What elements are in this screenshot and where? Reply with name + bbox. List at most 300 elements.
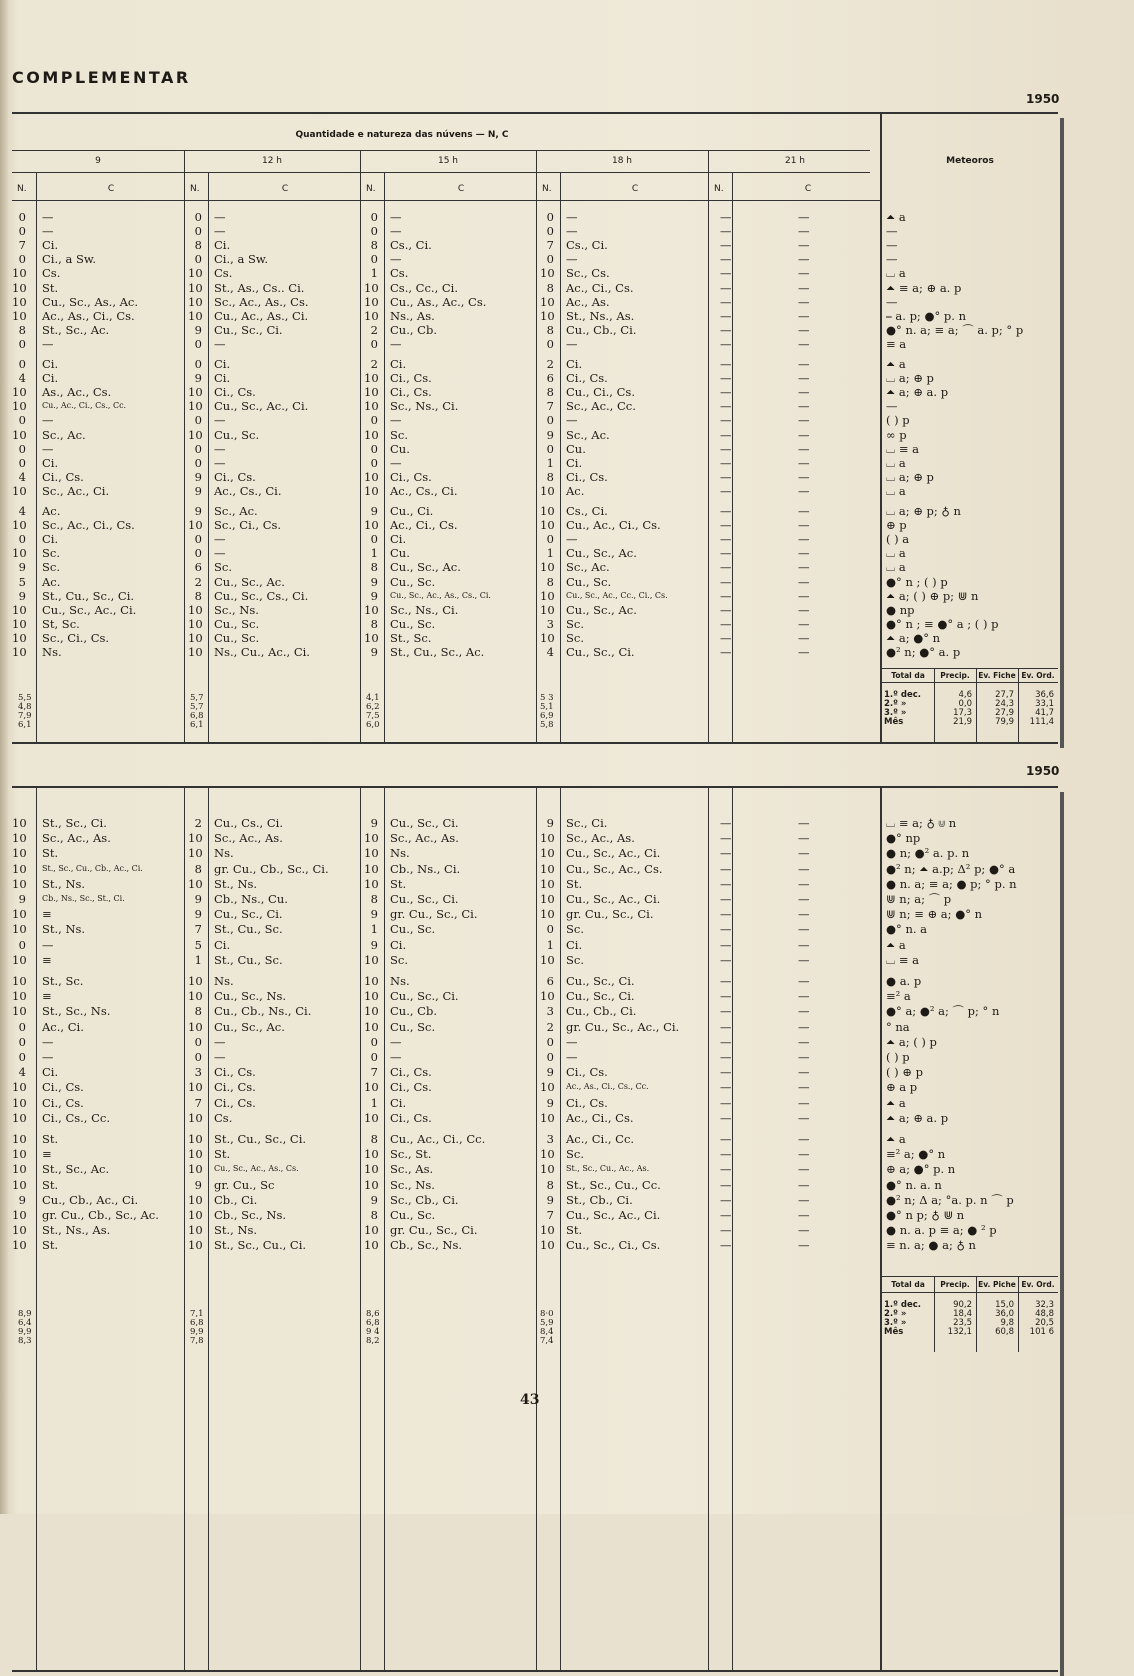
meteoros-entry: ⋓ n; a; ⌒ p: [886, 892, 952, 906]
cloud-amount: 1: [194, 952, 202, 967]
cloud-amount: 1: [370, 546, 378, 561]
table-row: [12, 1020, 882, 1034]
cell-dash: —: [798, 238, 810, 253]
meteoros-entry: ⏶ a; ⊕ a. p: [886, 1110, 949, 1125]
totals-header: Ev. Fiche: [978, 671, 1016, 680]
table-row: [12, 862, 882, 876]
cell-dash: —: [798, 399, 810, 414]
meteoros-header: Meteoros: [946, 156, 994, 166]
meteoros-entry: ⊕ a; ●° p. n: [886, 1162, 956, 1177]
cell-dash: —: [720, 816, 732, 830]
cell-dash: —: [720, 560, 732, 575]
cell-dash: —: [798, 518, 810, 533]
cloud-amount: 8: [370, 238, 378, 253]
cloud-type: St., Cb., Ci.: [566, 1192, 633, 1207]
cloud-type: Ci., Cs.: [390, 469, 432, 484]
cloud-amount: 10: [540, 588, 555, 603]
cloud-amount: 9: [546, 816, 554, 830]
average-value: 5 3: [540, 693, 554, 703]
cloud-amount: 10: [12, 518, 27, 533]
totals-cell: 32,3: [1035, 1300, 1054, 1310]
cloud-type: Cu., Sc., Ac., Ci.: [566, 892, 661, 906]
cloud-amount: 8: [546, 385, 554, 400]
cloud-type: Sc., Ac., As.: [566, 831, 635, 846]
cloud-amount: 0: [194, 336, 202, 351]
meteoros-entry: ●² n; ⏶ a.p; Δ² p; ●° a: [886, 861, 1016, 876]
section-title: COMPLEMENTAR: [12, 68, 191, 87]
cloud-type: St, Sc.: [42, 616, 80, 631]
cloud-amount: 10: [12, 483, 27, 498]
totals-cell: Mês: [884, 717, 904, 727]
cloud-amount: 10: [12, 385, 27, 400]
table-row: [12, 1223, 882, 1237]
meteoros-entry: ●° np: [886, 831, 921, 846]
cloud-amount: 10: [12, 1238, 27, 1253]
cell-dash: —: [798, 469, 810, 484]
cloud-type: Sc., Ac., As.: [390, 831, 459, 846]
cloud-amount: 10: [12, 602, 27, 617]
cloud-type: Ns.: [390, 846, 410, 861]
cloud-amount: 10: [540, 952, 555, 967]
meteoros-entry: ⏶ a: [886, 210, 906, 224]
meteoros-entry: —: [886, 294, 898, 309]
cell-dash: —: [720, 336, 732, 351]
cloud-type: St., Sc., Ci.: [42, 816, 107, 830]
cell-dash: —: [720, 399, 732, 414]
cell-dash: —: [720, 861, 732, 876]
page-binding-edge: [0, 0, 8, 1514]
cloud-amount: 10: [364, 385, 379, 400]
cell-dash: —: [798, 1080, 810, 1095]
cloud-amount: 0: [194, 210, 202, 224]
table-row: [12, 1050, 882, 1064]
cloud-type: Ci., Cs.: [566, 469, 608, 484]
cloud-amount: 9: [546, 1192, 554, 1207]
cloud-amount: 10: [12, 1004, 27, 1019]
cell-dash: —: [720, 546, 732, 561]
cloud-amount: 10: [364, 518, 379, 533]
top-cloud-table: [12, 112, 1058, 744]
cloud-amount: 9: [546, 1095, 554, 1110]
cell-dash: —: [720, 294, 732, 309]
cloud-amount: 9: [18, 588, 26, 603]
table-row: [12, 1035, 882, 1049]
table-row: [12, 484, 882, 498]
cloud-type: —: [390, 1050, 402, 1064]
cloud-amount: 0: [18, 455, 26, 470]
average-value: 6,1: [18, 720, 32, 730]
cell-dash: —: [720, 1223, 732, 1238]
cloud-type: Sc.: [566, 1147, 584, 1162]
cloud-type: —: [390, 210, 402, 224]
table-row: [12, 238, 882, 252]
cloud-type: Sc., St.: [390, 1147, 432, 1162]
cloud-type: Sc., Ac.: [42, 427, 86, 442]
meteoros-entry: ●° n p; ♁ ⋓ n: [886, 1208, 965, 1222]
cloud-type: Ci., Cs.: [214, 1080, 256, 1095]
cell-dash: —: [720, 1208, 732, 1222]
cloud-amount: 0: [18, 224, 26, 239]
meteoros-entry: ≡ a: [886, 336, 907, 351]
cloud-type: Cu., Sc.: [390, 574, 436, 589]
totals-cell: 101 6: [1029, 1327, 1054, 1337]
totals-cell: 79,9: [995, 717, 1014, 727]
cloud-type: Cb., Sc., Ns.: [214, 1208, 287, 1222]
cloud-amount: 10: [12, 861, 27, 876]
meteoros-entry: ≡² a: [886, 989, 911, 1004]
average-value: 4,8: [18, 702, 32, 712]
cloud-type: St.: [566, 1223, 583, 1238]
cloud-type: Sc., Ac., Cc.: [566, 399, 636, 414]
cell-dash: —: [720, 922, 732, 937]
cloud-type: Cu., Sc.: [214, 427, 260, 442]
cloud-type: Ac.: [566, 483, 585, 498]
cell-dash: —: [798, 1004, 810, 1019]
cloud-amount: 10: [12, 1095, 27, 1110]
totals-cell: 48,8: [1035, 1309, 1054, 1319]
table-row: [12, 831, 882, 845]
cell-dash: —: [720, 952, 732, 967]
cloud-amount: 0: [18, 937, 26, 952]
cloud-type: Sc., Ac.: [566, 560, 610, 575]
totals-cell: 41,7: [1035, 708, 1054, 718]
cloud-amount: 9: [194, 322, 202, 337]
cloud-amount: 2: [546, 357, 554, 371]
average-value: 8,9: [18, 1309, 32, 1319]
cloud-amount: 2: [370, 357, 378, 371]
cloud-type: St., Ns., As.: [566, 308, 635, 323]
cloud-amount: 5: [194, 937, 202, 952]
hour-12-label: 12 h: [261, 156, 283, 166]
cell-dash: —: [720, 308, 732, 323]
cell-dash: —: [798, 892, 810, 906]
cloud-amount: 0: [18, 532, 26, 547]
cloud-amount: 0: [194, 252, 202, 267]
cloud-amount: 10: [364, 1147, 379, 1162]
cloud-amount: 9: [370, 907, 378, 922]
cell-dash: —: [798, 357, 810, 371]
cloud-amount: 0: [18, 1050, 26, 1064]
cloud-type: Cu.: [566, 441, 586, 456]
cloud-amount: 10: [364, 861, 379, 876]
cloud-type: Sc., Ac., As., Cs.: [214, 294, 309, 309]
cloud-type: Ci., Cs.: [214, 1095, 256, 1110]
cell-dash: —: [798, 322, 810, 337]
table-row: [12, 413, 882, 427]
cell-dash: —: [720, 532, 732, 547]
cloud-type: St.: [566, 876, 583, 891]
table-row: [12, 631, 882, 645]
cloud-type: Sc., Ac.: [214, 504, 258, 518]
cell-dash: —: [720, 907, 732, 922]
cloud-type: Cu., Sc., Ac., As., Cs., Ci.: [390, 590, 491, 600]
table-row: [12, 1096, 882, 1110]
cloud-type: Ac., As.: [566, 294, 610, 309]
cloud-amount: 10: [12, 974, 27, 988]
meteoros-entry: ( ) p: [886, 1050, 910, 1064]
cloud-type: Cu., Sc., Ac., As., Cs.: [214, 1164, 299, 1174]
cloud-type: St., Ns.: [214, 876, 258, 891]
cloud-amount: 10: [12, 645, 27, 659]
cloud-type: Ac., Ci., Cs.: [390, 518, 458, 533]
cloud-amount: 10: [364, 371, 379, 386]
year-label-top: 1950: [1026, 92, 1060, 106]
cloud-amount: 2: [194, 816, 202, 830]
cell-dash: —: [720, 630, 732, 645]
cloud-type: St., Ns.: [42, 922, 86, 937]
cloud-amount: 0: [370, 441, 378, 456]
meteoros-entry: ●² n; Δ a; °a. p. n ⌒ p: [886, 1192, 1014, 1207]
cloud-amount: 8: [18, 322, 26, 337]
c-header: C: [107, 184, 115, 194]
meteoros-entry: —: [886, 399, 898, 414]
totals-cell: 1.º dec.: [884, 690, 922, 700]
cloud-amount: 10: [188, 1238, 203, 1253]
meteoros-entry: ⌴ a: [886, 560, 906, 575]
cloud-amount: 10: [540, 1110, 555, 1125]
cloud-type: Ci.: [42, 532, 59, 547]
cell-dash: —: [720, 974, 732, 988]
cell-dash: —: [720, 413, 732, 428]
meteoros-entry: ●° n. a: [886, 922, 928, 937]
cell-dash: —: [720, 1162, 732, 1177]
totals-cell: 33,1: [1035, 699, 1054, 709]
cloud-type: Cs., Ci.: [566, 504, 608, 518]
table-row: [12, 309, 882, 323]
cloud-amount: 1: [370, 1095, 378, 1110]
cloud-amount: 7: [18, 238, 26, 253]
meteoros-entry: ⏶ a: [886, 1095, 906, 1110]
meteoros-entry: ⏶ a; ( ) ⊕ p; ⋓ n: [886, 588, 979, 603]
cell-dash: —: [798, 831, 810, 846]
cloud-type: —: [42, 413, 54, 428]
cloud-amount: 9: [194, 371, 202, 386]
cloud-type: Cu., Sc., Ci.: [214, 907, 283, 922]
table-row: [12, 518, 882, 532]
cloud-amount: 0: [18, 1019, 26, 1034]
cell-dash: —: [798, 224, 810, 239]
cell-dash: —: [720, 238, 732, 253]
totals-cell: 21,9: [953, 717, 972, 727]
meteoros-entry: ● n. a. p ≡ a; ● ² p: [886, 1223, 997, 1238]
cloud-amount: 10: [540, 1223, 555, 1238]
cloud-type: gr. Cu., Sc., Ci.: [390, 1223, 478, 1238]
cloud-type: Cu., Cb., Ci.: [566, 1004, 637, 1019]
cell-dash: —: [720, 210, 732, 224]
cloud-amount: 10: [540, 892, 555, 906]
cell-dash: —: [720, 588, 732, 603]
cloud-amount: 10: [12, 1208, 27, 1222]
cloud-amount: 10: [188, 1147, 203, 1162]
average-value: 7,5: [366, 711, 380, 721]
cloud-type: —: [42, 1050, 54, 1064]
cloud-type: St., Sc., Ac.: [42, 1162, 110, 1177]
table-row: [12, 892, 882, 906]
cell-dash: —: [798, 1095, 810, 1110]
cloud-type: Sc., Ci., Cs.: [214, 518, 282, 533]
cloud-type: gr. Cu., Sc., Ac., Ci.: [566, 1019, 680, 1034]
cloud-type: Ci.: [214, 357, 231, 371]
table-row: [12, 252, 882, 266]
cloud-type: —: [214, 1034, 226, 1049]
cloud-amount: 1: [370, 922, 378, 937]
cloud-amount: 9: [194, 907, 202, 922]
cloud-amount: 10: [540, 483, 555, 498]
meteoros-entry: ⌴ a; ⊕ p: [886, 469, 934, 484]
cloud-amount: 0: [370, 455, 378, 470]
totals-cell: 60,8: [995, 1327, 1014, 1337]
cell-dash: —: [798, 1110, 810, 1125]
cloud-amount: 10: [540, 989, 555, 1004]
cell-dash: —: [720, 1004, 732, 1019]
meteoros-entry: ⏶ a; ●° n: [886, 630, 941, 645]
totals-header: Ev. Ord.: [1021, 1280, 1055, 1289]
cloud-amount: 0: [546, 441, 554, 456]
cloud-type: Cu., Sc., Ac.: [566, 546, 637, 561]
cloud-type: Cu., Cb., Ns., Ci.: [214, 1004, 312, 1019]
meteoros-entry: ⌴ ≡ a; ♁ ⋓ n: [886, 816, 957, 830]
cloud-type: Sc.: [42, 560, 60, 575]
cloud-amount: 10: [12, 1162, 27, 1177]
cloud-amount: 0: [546, 1034, 554, 1049]
totals-header: Ev. Piche: [978, 1280, 1016, 1289]
average-value: 6,0: [366, 720, 380, 730]
cloud-amount: 10: [188, 1019, 203, 1034]
cloud-type: St., Sc.: [390, 630, 432, 645]
cloud-amount: 0: [546, 922, 554, 937]
cloud-amount: 0: [18, 413, 26, 428]
cloud-amount: 0: [546, 252, 554, 267]
average-value: 5,7: [190, 702, 204, 712]
cloud-type: —: [214, 532, 226, 547]
cloud-type: gr. Cu., Sc., Ci.: [390, 907, 478, 922]
cloud-amount: 10: [12, 308, 27, 323]
cloud-amount: 10: [12, 280, 27, 295]
cloud-amount: 9: [546, 1065, 554, 1080]
cloud-amount: 10: [540, 907, 555, 922]
cloud-type: Cu., Sc., Ac.: [214, 574, 285, 589]
cloud-type: Cu., Sc., Ac., Ci.: [42, 602, 137, 617]
cloud-amount: 8: [546, 1177, 554, 1192]
meteoros-entry: ( ) ⊕ p: [886, 1065, 923, 1080]
cloud-type: Ci., Cs.: [390, 371, 432, 386]
cloud-type: Cb., Sc., Ns.: [390, 1238, 463, 1253]
meteoros-entry: ● a. p: [886, 974, 922, 988]
cloud-type: —: [390, 224, 402, 239]
average-value: 5,5: [18, 693, 32, 703]
cloud-amount: 7: [194, 922, 202, 937]
cloud-type: Ac., As., Ci., Cs.: [42, 308, 135, 323]
meteoros-entry: ⌴ a: [886, 483, 906, 498]
cloud-amount: 0: [370, 413, 378, 428]
table-row: [12, 295, 882, 309]
cloud-amount: 0: [194, 357, 202, 371]
cloud-type: Ci., Cs.: [390, 1065, 432, 1080]
cloud-type: St., Ns., As.: [42, 1223, 111, 1238]
cloud-amount: 10: [188, 1192, 203, 1207]
cloud-amount: 4: [18, 371, 26, 386]
cloud-type: St., Sc., Cu., Cb., Ac., Ci.: [42, 863, 143, 873]
average-value: 5,1: [540, 702, 554, 712]
hour-18-label: 18 h: [611, 156, 633, 166]
cloud-type: Cu., Sc., Ci.: [566, 974, 635, 988]
cloud-type: Ci.: [42, 357, 59, 371]
cloud-type: ≡: [42, 952, 52, 967]
cell-dash: —: [798, 280, 810, 295]
cloud-type: Cu., Sc., Ac., Cc., Ci., Cs.: [566, 590, 668, 600]
average-value: 6,8: [190, 1318, 204, 1328]
cell-dash: —: [720, 371, 732, 386]
totals-header: Total da: [891, 1280, 925, 1289]
table-row: [12, 1162, 882, 1176]
cloud-amount: 10: [364, 1019, 379, 1034]
cloud-type: Sc.: [390, 427, 408, 442]
cloud-type: —: [214, 210, 226, 224]
table-row: [12, 938, 882, 952]
cloud-type: —: [390, 336, 402, 351]
cloud-type: Ac., As., Ci., Cs., Cc.: [566, 1082, 649, 1092]
cloud-type: St., As., Cs.. Ci.: [214, 280, 305, 295]
cloud-type: gr. Cu., Cb., Sc., Ac.: [42, 1208, 159, 1222]
cloud-amount: 10: [12, 427, 27, 442]
totals-cell: 36,6: [1035, 690, 1054, 700]
cloud-type: St., Sc., Ns.: [42, 1004, 111, 1019]
cloud-type: Ci., Cs.: [214, 1065, 256, 1080]
table-row: [12, 323, 882, 337]
cloud-type: Sc.: [566, 630, 584, 645]
cloud-amount: 10: [364, 1110, 379, 1125]
table-row: [12, 575, 882, 589]
cloud-amount: 0: [194, 455, 202, 470]
cloud-amount: 8: [370, 892, 378, 906]
cloud-type: Ac., Cs., Ci.: [390, 483, 458, 498]
cloud-type: Ci., Cs.: [42, 469, 84, 484]
cell-dash: —: [798, 455, 810, 470]
cloud-amount: 0: [194, 1050, 202, 1064]
cloud-type: Cu., Sc., Ac., Ci.: [566, 1208, 661, 1222]
table-row: [12, 385, 882, 399]
table-row: [12, 442, 882, 456]
cell-dash: —: [798, 861, 810, 876]
cloud-amount: 8: [194, 861, 202, 876]
cloud-amount: 8: [546, 469, 554, 484]
cloud-type: Cs., Ci.: [566, 238, 608, 253]
cloud-type: Ci.: [390, 937, 407, 952]
cell-dash: —: [798, 385, 810, 400]
cloud-type: St.: [42, 846, 59, 861]
cloud-amount: 5: [18, 574, 26, 589]
cloud-amount: 10: [12, 630, 27, 645]
cloud-type: St.: [390, 876, 407, 891]
cell-dash: —: [720, 892, 732, 906]
cloud-type: —: [566, 252, 578, 267]
cell-dash: —: [720, 1065, 732, 1080]
average-value: 6,2: [366, 702, 380, 712]
table-row: [12, 907, 882, 921]
meteoros-entry: ●° n. a; ≡ a; ⌒ a. p; ° p: [886, 322, 1024, 337]
cloud-type: Sc., Ac., As.: [42, 831, 111, 846]
cloud-amount: 0: [546, 336, 554, 351]
cell-dash: —: [720, 1238, 732, 1253]
cloud-amount: 10: [540, 861, 555, 876]
cell-dash: —: [798, 483, 810, 498]
meteoros-entry: ( ) a: [886, 532, 910, 547]
meteoros-entry: ⌴ a; ⊕ p: [886, 371, 934, 386]
cloud-type: Ci.: [566, 455, 583, 470]
meteoros-entry: ●° n ; ( ) p: [886, 574, 948, 589]
cloud-type: Cu., Sc., Cs., Ci.: [214, 588, 309, 603]
totals-cell: 23,5: [953, 1318, 972, 1328]
